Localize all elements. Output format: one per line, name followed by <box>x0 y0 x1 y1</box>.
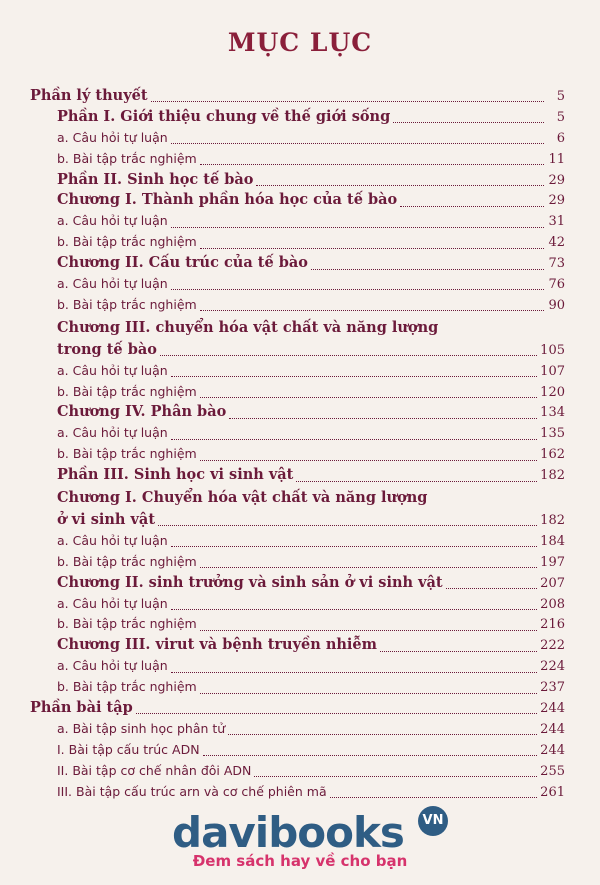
toc-entry <box>30 190 565 211</box>
toc-entry <box>30 423 565 444</box>
toc-entry <box>30 211 565 232</box>
toc-entry-label: b. Bài tập trắc nghiệm <box>57 616 197 632</box>
toc-entry <box>30 295 565 316</box>
toc-entry-page: 135 <box>540 426 565 442</box>
toc-entry-label: a. Câu hỏi tự luận <box>57 276 168 292</box>
toc-entry-label: Chương I. Chuyển hóa vật chất và năng lượng <box>57 489 428 507</box>
toc-entry-label: a. Câu hỏi tự luận <box>57 532 168 548</box>
toc-entry <box>30 253 565 274</box>
toc-entry <box>30 128 565 149</box>
dot-leader <box>228 733 537 735</box>
toc-entry-page: 244 <box>540 721 565 737</box>
toc-entry <box>30 465 565 486</box>
dot-leader <box>393 121 544 123</box>
dot-leader <box>171 288 544 290</box>
toc-entry <box>30 614 565 635</box>
toc-entry <box>30 382 565 403</box>
toc-entry-page: 208 <box>540 596 565 612</box>
dot-leader <box>200 396 537 398</box>
dot-leader <box>229 417 537 419</box>
toc-entry-page: 76 <box>548 277 565 293</box>
toc-entry-page: 120 <box>540 384 565 400</box>
toc-entry-label: b. Bài tập trắc nghiệm <box>57 296 197 312</box>
toc-entry <box>30 677 565 698</box>
toc-entry <box>30 698 565 719</box>
toc-entry-label: Chương II. Cấu trúc của tế bào <box>57 254 308 272</box>
toc-entry-label: Phần III. Sinh học vi sinh vật <box>57 466 294 484</box>
toc-entry-page: 207 <box>540 575 565 591</box>
logo-part-books: books <box>268 808 404 857</box>
toc-entry-page: 31 <box>548 214 565 230</box>
toc-entry <box>30 86 565 107</box>
toc-entry-page: 244 <box>540 742 565 758</box>
dot-leader <box>203 754 538 756</box>
toc-entry-label: a. Câu hỏi tự luận <box>57 129 168 145</box>
dot-leader <box>200 309 544 311</box>
toc-entry-page: 255 <box>540 763 565 779</box>
toc-entry-label: a. Câu hỏi tự luận <box>57 362 168 378</box>
toc-entry-label: ở vi sinh vật <box>57 511 156 529</box>
dot-leader <box>171 545 537 547</box>
toc-entry <box>30 402 565 423</box>
toc-entry <box>30 316 565 340</box>
toc-entry <box>30 107 565 128</box>
toc-entry-label: Chương III. chuyển hóa vật chất và năng lượng <box>57 318 439 336</box>
toc-entry <box>30 656 565 677</box>
toc-entry-page: 182 <box>540 468 565 484</box>
toc-entry <box>30 340 565 361</box>
toc-entry-page: 244 <box>540 701 565 717</box>
toc-entry-label: a. Câu hỏi tự luận <box>57 213 168 229</box>
toc-entry-label: Chương II. sinh trưởng và sinh sản ở vi sinh vật <box>57 573 443 591</box>
dot-leader <box>171 438 537 440</box>
toc-entry <box>30 782 565 803</box>
toc-entry-label: a. Câu hỏi tự luận <box>57 658 168 674</box>
toc-entry <box>30 170 565 191</box>
page-title: MỤC LỤC <box>227 28 373 57</box>
toc-entry-page: 237 <box>540 680 565 696</box>
toc-entry-page: 90 <box>548 297 565 313</box>
toc-entry-label: a. Câu hỏi tự luận <box>57 425 168 441</box>
toc-entry-label: b. Bài tập trắc nghiệm <box>57 383 197 399</box>
toc-entry-page: 224 <box>540 659 565 675</box>
dot-leader <box>200 459 537 461</box>
toc-entry-label: Phần II. Sinh học tế bào <box>57 170 254 188</box>
toc-entry-label: Chương I. Thành phần hóa học của tế bào <box>57 191 398 209</box>
toc-entry <box>30 552 565 573</box>
dot-leader <box>330 796 538 798</box>
toc-entry-page: 5 <box>556 89 565 104</box>
toc-entry-page: 197 <box>540 554 565 570</box>
toc-entry-page: 216 <box>540 617 565 633</box>
toc-entry-label: III. Bài tập cấu trúc arn và cơ chế phiên mã <box>57 783 327 799</box>
toc-entry <box>30 761 565 782</box>
toc-entry-label: Chương IV. Phân bào <box>57 403 227 421</box>
dot-leader <box>171 608 537 610</box>
dot-leader <box>400 205 544 207</box>
toc-entry-page: 11 <box>548 151 565 167</box>
toc-entry-label: b. Bài tập trắc nghiệm <box>57 553 197 569</box>
toc-entry-page: 73 <box>548 256 565 272</box>
toc-entry-label: Phần bài tập <box>30 699 133 717</box>
dot-leader <box>136 712 537 714</box>
toc-entry <box>30 486 565 510</box>
toc-entry <box>30 149 565 170</box>
toc-entry <box>30 635 565 656</box>
dot-leader <box>200 247 544 249</box>
dot-leader <box>160 354 537 356</box>
toc-entry-page: 222 <box>540 638 565 654</box>
dot-leader <box>200 692 537 694</box>
toc-entry <box>30 232 565 253</box>
toc-entry-page: 182 <box>540 513 565 529</box>
toc-entry <box>30 274 565 295</box>
dot-leader <box>296 480 537 482</box>
dot-leader <box>171 226 544 228</box>
dot-leader <box>254 775 537 777</box>
toc-entry-label: trong tế bào <box>57 340 157 358</box>
dot-leader <box>200 566 537 568</box>
dot-leader <box>171 375 537 377</box>
dot-leader <box>171 142 544 144</box>
toc-entry-page: 29 <box>548 193 565 209</box>
dot-leader <box>256 184 544 186</box>
dot-leader <box>200 163 544 165</box>
toc-entry-page: 107 <box>540 363 565 379</box>
toc-entry <box>30 444 565 465</box>
toc-entry <box>30 594 565 615</box>
toc-entry-label: b. Bài tập trắc nghiệm <box>57 446 197 462</box>
dot-leader <box>151 100 544 102</box>
toc-entry-page: 162 <box>540 447 565 463</box>
toc-entry-page: 184 <box>540 533 565 549</box>
tagline: Đem sách hay về cho bạn <box>192 852 408 870</box>
toc-entry-page: 6 <box>556 130 565 146</box>
dot-leader <box>446 587 538 589</box>
toc-entry-page: 134 <box>540 405 565 421</box>
toc-entry-page: 105 <box>540 342 565 358</box>
toc-entry <box>30 573 565 594</box>
dot-leader <box>380 650 537 652</box>
dot-leader <box>171 671 537 673</box>
toc-entry <box>30 531 565 552</box>
toc-entry-label: b. Bài tập trắc nghiệm <box>57 679 197 695</box>
davibooks-logo <box>172 808 452 858</box>
toc-entry <box>30 510 565 531</box>
toc-entry-label: b. Bài tập trắc nghiệm <box>57 150 197 166</box>
toc-entry-page: 261 <box>540 784 565 800</box>
toc-entry-label: Phần I. Giới thiệu chung về thế giới sống <box>57 107 391 125</box>
toc-entry-label: I. Bài tập cấu trúc ADN <box>57 741 200 757</box>
dot-leader <box>200 629 537 631</box>
toc-entry-label: Chương III. virut và bệnh truyền nhiễm <box>57 636 377 654</box>
toc-entry-page: 42 <box>548 235 565 251</box>
toc-entry <box>30 361 565 382</box>
toc-entry-page: 29 <box>548 172 565 188</box>
table-of-contents <box>30 86 565 803</box>
toc-entry-label: b. Bài tập trắc nghiệm <box>57 234 197 250</box>
toc-entry-label: a. Bài tập sinh học phân tử <box>57 720 226 736</box>
logo-part-davi: davi <box>172 808 269 857</box>
logo-vn-badge: VN <box>418 806 448 836</box>
toc-entry <box>30 719 565 740</box>
dot-leader <box>311 268 544 270</box>
toc-entry-label: II. Bài tập cơ chế nhân đôi ADN <box>57 762 252 778</box>
toc-entry-label: Phần lý thuyết <box>30 87 148 104</box>
toc-entry <box>30 740 565 761</box>
toc-entry-label: a. Câu hỏi tự luận <box>57 595 168 611</box>
toc-entry-page: 5 <box>556 109 565 125</box>
dot-leader <box>158 524 537 526</box>
